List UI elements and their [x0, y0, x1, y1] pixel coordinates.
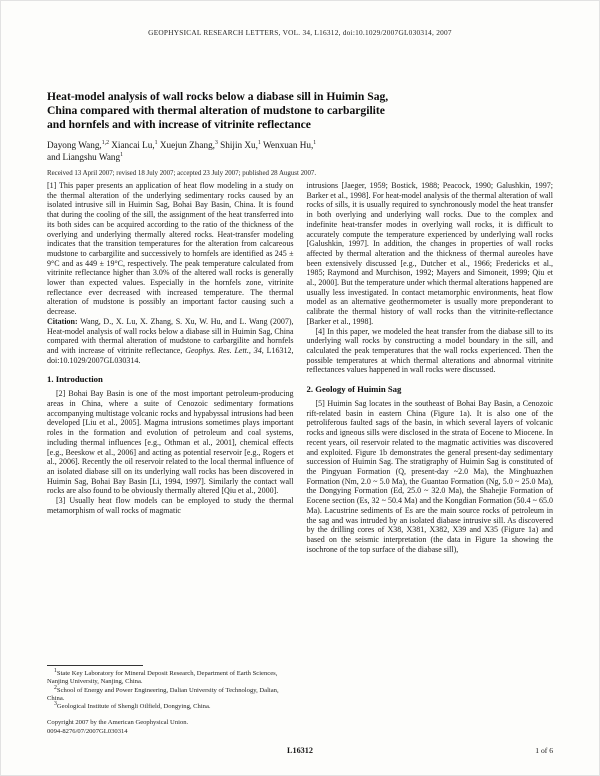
title-line-1: Heat-model analysis of wall rocks below a diabase sill in Huimin Sag,: [47, 90, 389, 103]
paragraph-3: [3] Usually heat flow models can be employed to study the thermal metamorphism of wall rocks of magmatic: [47, 496, 294, 515]
footnote-text: State Key Laboratory for Mineral Deposit Research, Department of Earth Sciences, Nanjing University, Nanjing, China.: [47, 669, 278, 686]
footnote-sup: 2: [54, 684, 57, 691]
footnote-3: [47, 700, 293, 711]
author-name: Dayong Wang,: [47, 140, 102, 150]
title-line-3: and hornfels and with increase of vitrinite reflectance: [47, 118, 311, 131]
journal-header: GEOPHYSICAL RESEARCH LETTERS, VOL. 34, L16312, doi:10.1029/2007GL030314, 2007: [148, 28, 452, 37]
citation-label: Citation:: [47, 316, 78, 326]
footnote-rule: [47, 665, 143, 666]
author-affiliation-sup: 1,2: [101, 139, 109, 146]
author-name: Xuejun Zhang,: [159, 140, 215, 150]
footnote-sup: 1: [54, 667, 57, 674]
copyright-line-2: 0094-8276/07/2007GL030314: [47, 727, 128, 735]
column-left: [47, 181, 294, 737]
paragraph-5: [5] Huimin Sag locates in the southeast of Bohai Bay Basin, a Cenozoic rift-related basin in eastern China (Figure 1a). It is also one of the petroliferous faulted sags of the basin, in which several layers of volcanic rocks and igneous sills were disclosed in the strata of Eocene to Miocene. In recent years, oil reservoir related to the magmatic activities was discovered and exploited. Figure 1b demonstrates the general present-day sedimentary succession of Huimin Sag. The stratigraphy of Huimin Sag is constituted of the Pingyuan Formation (Q, present-day ~2.0 Ma), the Minghuazhen Formation (Nm, 2.0 ~ 5.0 Ma), the Guantao Formation (Ng, 5.0 ~ 25.0 Ma), the Dongying Formation (Ed, 25.0 ~ 32.0 Ma), the Shahejie Formation of Eocene section (Es, 32 ~ 50.4 Ma) and the Kongdian Formation (50.4 ~ 65.0 Ma). Lacustrine sediments of Es are the main source rocks of petroleum in the sag and was intruded by an isolated diabase intrusive sill. As discovered by the drilling cores of X38, X381, X382, X39 and X35 (Figure 1a) and based on the seismic interpretation (the data in Figure 1a showing the isochrone of the top surface of the diabase sill),: [306, 399, 553, 554]
footnote-block: [47, 665, 293, 736]
page-title: [47, 90, 553, 132]
author: [111, 140, 157, 150]
author: [160, 140, 218, 150]
author-affiliation-sup: 1: [120, 151, 123, 158]
author-line-2: [47, 152, 553, 164]
author-name: Wenxuan Hu,: [263, 140, 314, 150]
footer-page-number: 1 of 6: [535, 746, 553, 755]
received-dates: Received 13 April 2007; revised 18 July 2007; accepted 23 July 2007; published 28 August 2007.: [47, 170, 317, 177]
author-affiliation-sup: 1: [313, 139, 317, 146]
citation-paragraph: [47, 317, 294, 366]
copyright-line-1: Copyright 2007 by the American Geophysical Union.: [47, 719, 189, 727]
author-name: Shijin Xu,: [220, 140, 258, 150]
author: [47, 152, 123, 162]
footnote-text: School of Energy and Power Engineering, Dalian University of Technology, Dalian, China.: [47, 686, 279, 702]
section-heading-geology: 2. Geology of Huimin Sag: [306, 384, 402, 395]
author-name: Xiancai Lu,: [111, 140, 155, 150]
author: [47, 140, 109, 150]
citation-journal: Geophys. Res. Lett., 34: [185, 345, 262, 355]
author-name: and Liangshu Wang: [47, 151, 121, 162]
author-list: [47, 140, 553, 163]
author-affiliation-sup: 3: [214, 139, 218, 146]
footer-article-id: L16312: [287, 746, 313, 755]
copyright-notice: [47, 719, 293, 736]
author-line-1: [47, 140, 553, 152]
footnote-2: [47, 684, 293, 704]
two-column-body: [47, 181, 553, 737]
title-block: [47, 90, 553, 177]
footnote-1: [47, 667, 293, 687]
paragraph-3-continuation: intrusions [Jaeger, 1959; Bostick, 1988; Peacock, 1990; Galushkin, 1997; Barker et al., 1998]. For heat-model analysis of the thermal alteration of wall rocks of sills, it is usually required to synchronously model the heat transfer in both overlying and underlying wall rocks. Due to the complex and indefinite heat-transfer modes in overlying wall rocks, it is difficult to accurately compute the temperature experienced by underlying wall rocks [Galushkin, 1997]. In addition, the changes in properties of wall rocks affected by thermal alteration and the thickness of thermal aureoles have been extensively discussed [e.g., Dutcher et al., 1966; Fredericks et al., 1985; Raymond and Murchison, 1992; Mayers and Simoneit, 1999; Qiu et al., 2000]. But the temperature under which thermal alterations happened are usually less investigated. In contact metamorphic environments, heat flow model as an alternative geothermometer is usually more preponderant to calibrate the thermal history of wall rocks than the vitrinite-reflectance [Barker et al., 1998].: [306, 181, 553, 326]
title-line-2: China compared with thermal alteration of mudstone to carbargilite: [47, 104, 385, 117]
author-affiliation-sup: 1: [154, 139, 158, 146]
author: [220, 140, 261, 150]
author: [263, 140, 316, 150]
section-heading-introduction: 1. Introduction: [47, 374, 103, 385]
author-affiliation-sup: 1: [257, 139, 261, 146]
paragraph-2: [2] Bohai Bay Basin is one of the most important petroleum-producing areas in China, where a suite of Cenozoic sedimentary formations accompanying multistage volcanic rocks and hypabyssal intrusions had been developed [Liu et al., 2005]. Magma intrusions sometimes plays important roles in the formation and evolution of petroleum and coal systems, including thermal influences [e.g., Othman et al., 2001], chemical effects [e.g., Beeskow et al., 2006] and acting as potential reservoir [e.g., Rogers et al., 2006]. Recently the oil reservoir related to the local thermal influence of an isolated diabase sill on its underlying wall rocks has been discovered in Huimin Sag, Bohai Bay Basin [Li, 1994, 1997]. Similarly the contact wall rocks are also found to be obviously thermally altered [Qiu et al., 2000].: [47, 389, 294, 496]
footnote-text: Geological Institute of Shengli Oilfield, Dongying, China.: [56, 703, 211, 711]
citation-body: Wang, D., X. Lu, X. Zhang, S. Xu, W. Hu, and L. Wang (2007), Heat-model analysis of wall rocks below a diabase sill in Huimin Sag, China compared with thermal alteration of mudstone to carbargilite and hornfels and with increase of vitrinite reflectance,: [47, 316, 294, 355]
footnote-sup: 3: [54, 700, 57, 707]
column-right: [307, 181, 554, 737]
abstract-paragraph: [1] This paper presents an application of heat flow modeling in a study on the thermal alteration of the underlying sedimentary rocks caused by an isolated intrusive sill in Huimin Sag, Bohai Bay Basin, China. It is found that during the cooling of the sill, the assignment of the heat transferred into its both sides can be acquired according to the ratio of the thickness of the overlying and underlying thermally altered rocks. Heat-transfer modeling indicates that the transition temperatures for the alteration from calcareous mudstone to carbargilite and successively to hornfels are identified as 245 ± 9°C and as 449 ± 19°C, respectively. The peak temperature calculated from vitrinite reflectance higher than 3.0% of the altered wall rocks is generally lower than expected values. Especially in the hornfels zone, vitrinite reflectance ever decreased with increased temperature. The thermal alteration of mudstone is possibly an important factor causing such a decrease.: [47, 181, 294, 317]
paragraph-4: [4] In this paper, we modeled the heat transfer from the diabase sill to its underlying wall rocks by constructing a model boundary in the sill, and calculated the peak temperatures that the wall rocks experienced. Then the possible temperatures at which thermal alterations and abnormal vitrinite reflectances values happened in wall rocks were discussed.: [306, 326, 553, 375]
citation-doi: , L16312, doi:10.1029/2007GL030314.: [47, 345, 294, 365]
